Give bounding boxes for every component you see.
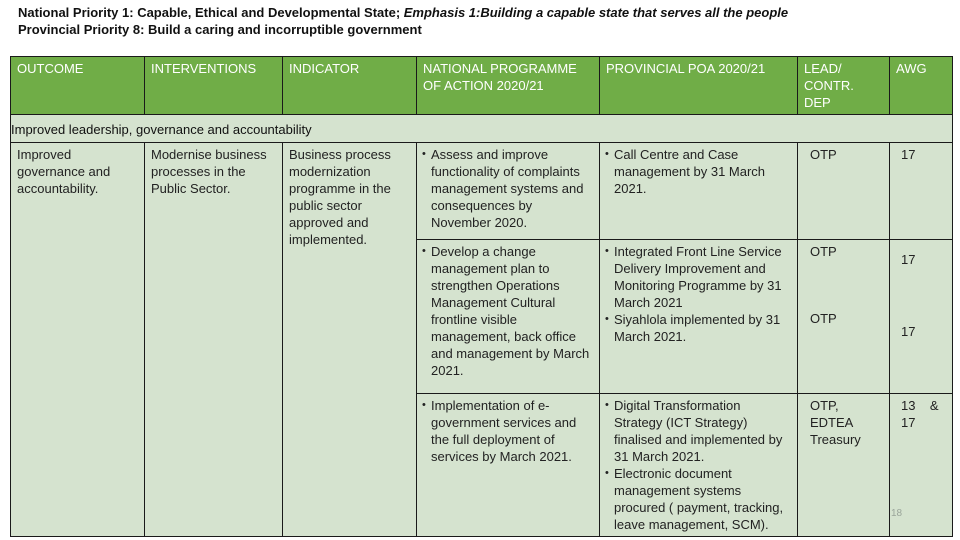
lead-cell: OTP <box>798 143 890 240</box>
awg-cell: 17 <box>890 143 953 240</box>
table-row <box>11 143 953 240</box>
theme-row <box>11 115 953 143</box>
outcome-cell: Improved governance and accountability. <box>11 143 145 537</box>
awg-cell: 13 & 17 <box>890 394 953 537</box>
provincial-poa-cell <box>600 394 798 537</box>
intervention-cell: Modernise business processes in the Public Sector. <box>145 143 283 537</box>
page-number: 18 <box>891 508 903 519</box>
national-poa-cell <box>417 143 600 240</box>
national-poa-cell <box>417 394 600 537</box>
provincial-priority-line: Provincial Priority 8: Build a caring and incorruptible government <box>18 22 422 37</box>
header-provincial-poa: PROVINCIAL POA 2020/21 <box>600 57 798 115</box>
table-header-row <box>11 57 953 115</box>
emphasis-text: Emphasis 1:Building a capable state that serves all the people <box>403 5 789 20</box>
awg-cell: 17 17 <box>890 240 953 394</box>
header-national-poa: NATIONAL PROGRAMME OF ACTION 2020/21 <box>417 57 600 115</box>
list-item: • Digital Transformation Strategy (ICT Strategy) finalised and implemented by 31 March 2021. <box>606 397 791 465</box>
list-item: • Develop a change management plan to strengthen Operations Management Cultural frontline visible management, back office and management by March 2021. <box>423 243 593 379</box>
list-item: • Implementation of e-government services and the full deployment of services by March 2021. <box>423 397 593 465</box>
list-item: • Call Centre and Case management by 31 March 2021. <box>606 146 791 197</box>
list-item: • Electronic document management systems procured ( payment, tracking, leave management, SCM). <box>606 465 791 533</box>
lead-cell: OTP OTP <box>798 240 890 394</box>
list-item: • Integrated Front Line Service Delivery Improvement and Monitoring Programme by 31 March 2021 <box>606 243 791 311</box>
header-awg: AWG <box>890 57 953 115</box>
slide-title <box>18 4 948 38</box>
header-interventions: INTERVENTIONS <box>145 57 283 115</box>
lead-cell: OTP, EDTEA Treasury <box>798 394 890 537</box>
national-priority-line: National Priority 1: Capable, Ethical and Developmental State; Emphasis 1:Building a capable state that serves all the people <box>18 5 789 20</box>
list-item: • Siyahlola implemented by 31 March 2021. <box>606 311 791 345</box>
provincial-poa-cell <box>600 240 798 394</box>
programme-of-action-table <box>10 56 953 537</box>
theme-title: Improved leadership, governance and accountability <box>11 115 953 143</box>
national-poa-cell <box>417 240 600 394</box>
list-item: • Assess and improve functionality of complaints management systems and consequences by November 2020. <box>423 146 593 231</box>
header-lead-dep: LEAD/ CONTR. DEP <box>798 57 890 115</box>
indicator-cell: Business process modernization programme in the public sector approved and implemented. <box>283 143 417 537</box>
header-indicator: INDICATOR <box>283 57 417 115</box>
header-outcome: OUTCOME <box>11 57 145 115</box>
provincial-poa-cell <box>600 143 798 240</box>
